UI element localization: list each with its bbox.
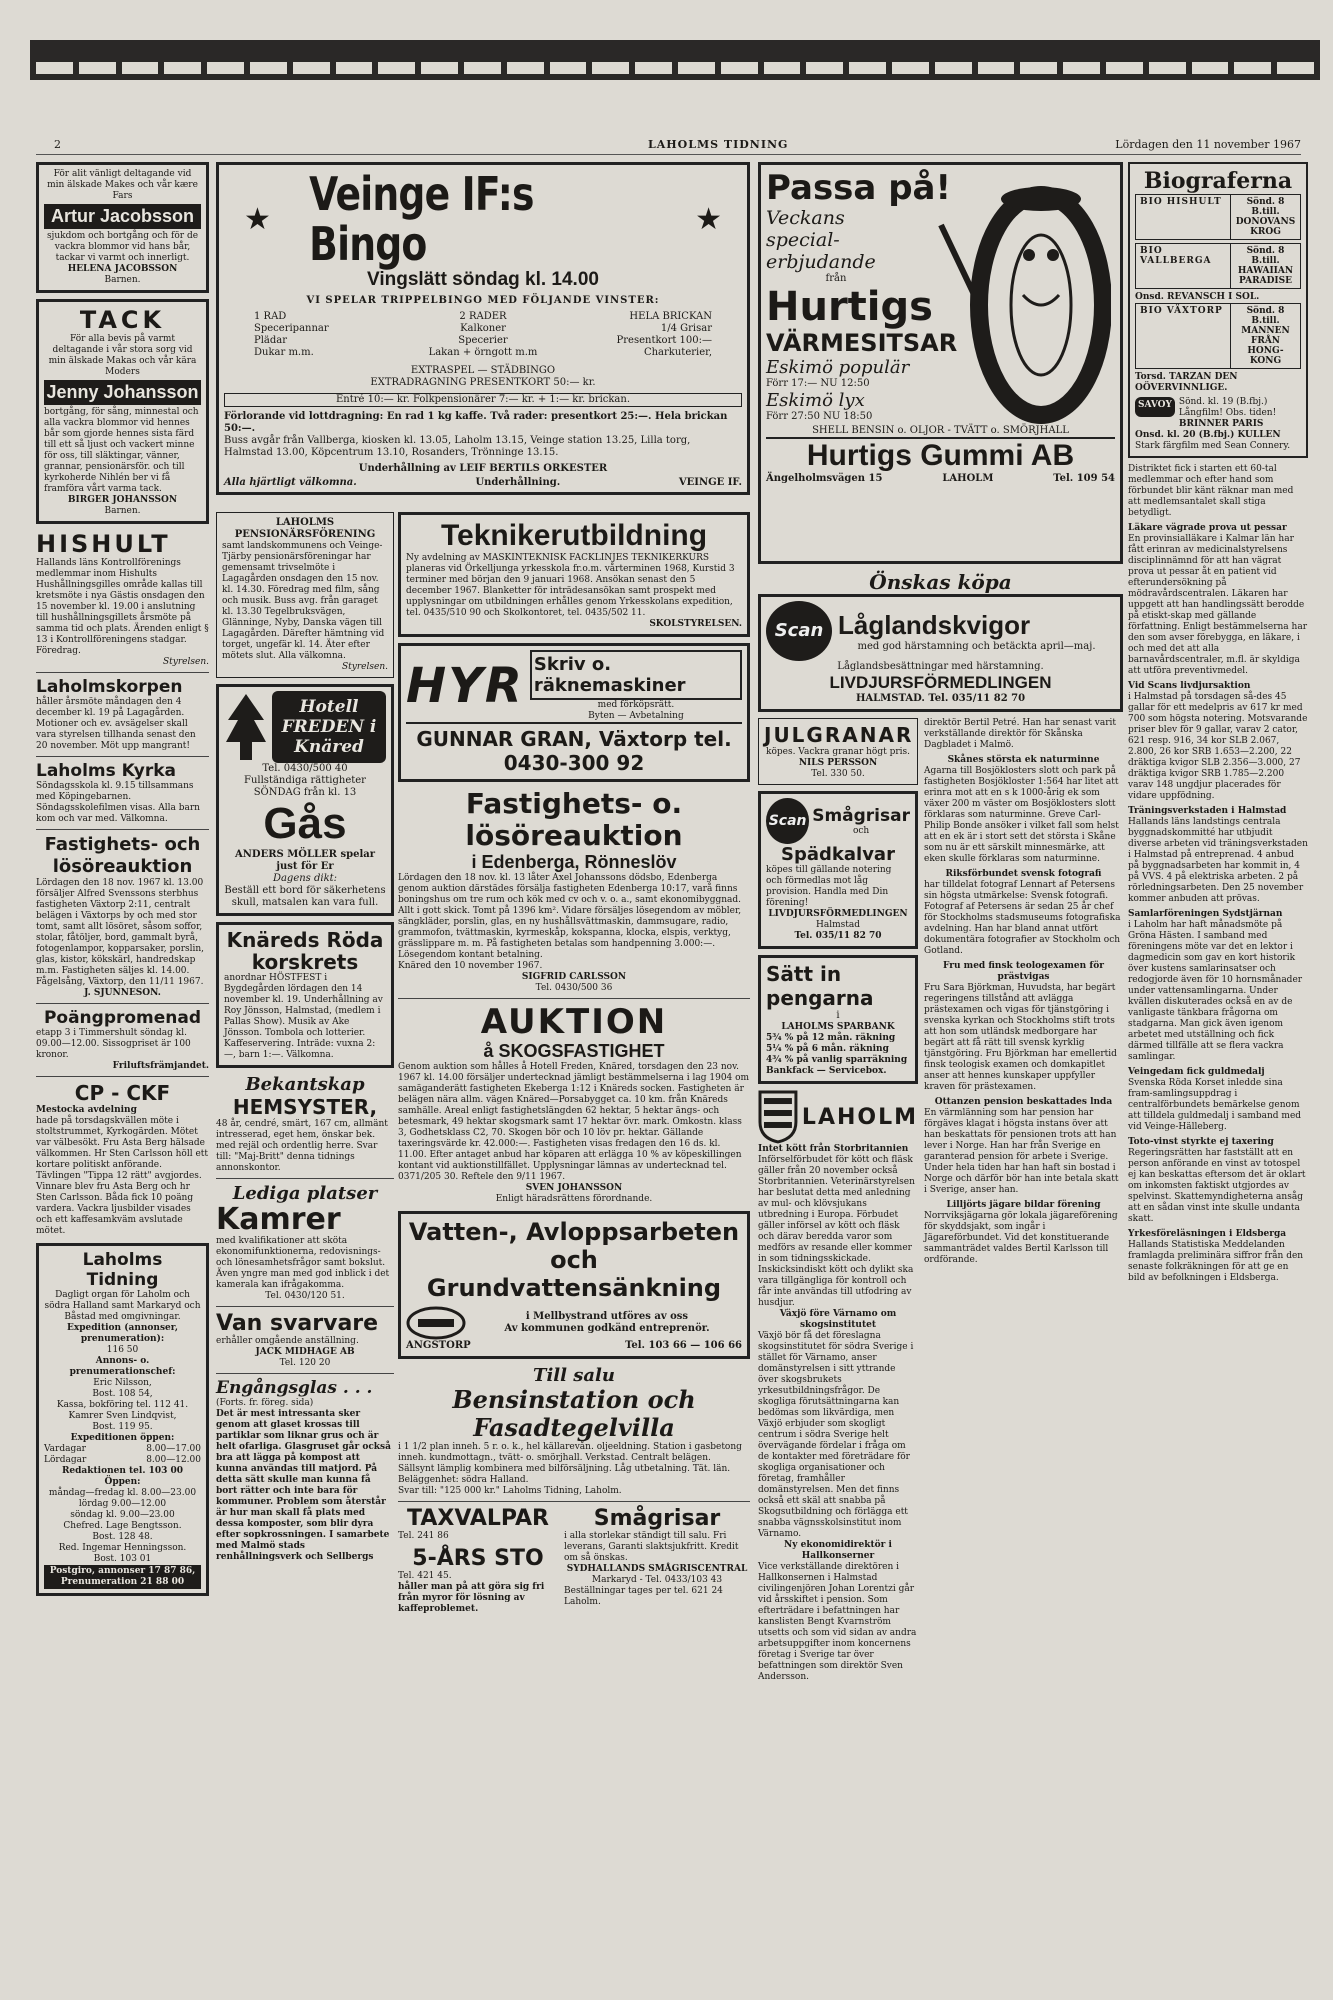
news-title: Veingedam fick guldmedalj — [1128, 1067, 1265, 1077]
lt-line: Bost. 128 48. — [92, 1532, 153, 1542]
thanks-intro: För alit vänligt deltagande vid min älskade Makes och vår kære Fars — [47, 169, 198, 201]
cpckf-title: CP - CKF — [74, 1081, 171, 1105]
bingo-org: VEINGE IF. — [678, 477, 742, 488]
lt-line: Kamrer Sven Lindqvist, — [68, 1411, 177, 1421]
sparbank-rate: 5¼ % på 6 mån. räkning — [766, 1044, 889, 1054]
hurtigs-item-1: Eskimö populär — [766, 357, 910, 378]
vatten-title: Vatten-, Avloppsarbeten och Grundvattensänkning — [408, 1218, 740, 1302]
lt-line: Bost. 119 95. — [92, 1422, 153, 1432]
vatten-company: ANGSTORP — [406, 1340, 471, 1351]
jobs-heading: Kamrer — [216, 1202, 341, 1237]
news-title: Lilljörts jägare bildar förening — [946, 1200, 1101, 1210]
skog-auction-sub: å SKOGSFASTIGHET — [483, 1041, 665, 1061]
tekn-title: Teknikerutbildning — [440, 519, 708, 552]
freden-tel: Tel. 0430/500 40 — [262, 763, 348, 774]
cinema-hishult — [1135, 194, 1301, 240]
vatten-ad — [398, 1211, 750, 1359]
hurtigs-city: LAHOLM — [942, 473, 994, 484]
top-scan-strip — [30, 40, 1320, 80]
kyrka-title: Laholms Kyrka — [36, 761, 176, 781]
svarvare-ad — [216, 1311, 394, 1369]
hishult-sign: Styrelsen. — [163, 657, 209, 667]
deceased-name: Artur Jacobsson — [44, 204, 201, 229]
news-title: Samlarföreningen Sydstjärnan — [1128, 909, 1283, 919]
column-4 — [758, 162, 1123, 1683]
englas-body: Det är mest intressanta sker genom att glaset krossas till partiklar som liknar grus och är helt ofarliga. Glasgruset går också bra att lägga på kompost att kunna användas till matjord. På detta sätt skulle man kunna få bort rätter och inte bara för kommuner. Problem som återstår är hur man skall få plats med dessa komposter, som blir dyra efter sopkrossningen. I samarbete med Malmö stads renhållningsverk och Sellbergs — [216, 1409, 391, 1562]
bingo-prize: 1 RAD — [254, 311, 287, 322]
bekant-ad — [216, 1074, 394, 1174]
korpen-body: håller årsmöte måndagen den 4 december kl. 19 på Lagagården. Motioner och ev. avsägelser skall vara styrelsen tillhanda senast den 20 november. Möt upp mangrant! — [36, 697, 196, 751]
column-1 — [36, 162, 209, 1602]
svarvare-company: JACK MIDHAGE AB — [255, 1347, 355, 1357]
bekant-heading: HEMSYSTER, — [232, 1095, 378, 1119]
smagrisar-kop-ad — [758, 791, 918, 949]
bingo-prize: Kalkoner — [460, 323, 506, 334]
cinema-time: Sönd. 8 B.till. — [1246, 246, 1285, 266]
poang-title: Poängpromenad — [43, 1008, 202, 1028]
smagr-tel: Tel. 035/11 82 70 — [794, 931, 882, 941]
laholm-crest — [758, 1090, 918, 1144]
freden-line: ANDERS MÖLLER spelar just för Er — [235, 849, 375, 872]
news-title: Fru med finsk teologexamen för prästvigas — [943, 961, 1104, 982]
englas-sub: (Forts. fr. föreg. sida) — [216, 1398, 314, 1408]
skog-auction-title: AUKTION — [480, 1002, 668, 1042]
news-body: Fru Sara Björkman, Huvudsta, har begärt regeringens tillstånd att avlägga prästexamen och vigas för tjänstgöring i svenska kyrkan och Stockholms stift trots att hon som utländsk medborgare har begärt att få rätt till svensk kyrklig tjänstgöring. Fru Björkman har emellertid finsk teologisk examen och domkapitlet anser att hennes kunskaper uppfyller kraven för prästexamen. — [924, 983, 1117, 1092]
page-header — [36, 138, 1301, 155]
myror-text: håller man på att göra sig fri från myror för lösning av kaffeproblemet. — [398, 1582, 545, 1614]
lagland-body: med god härstamning och betäckta april—maj. — [857, 640, 1096, 652]
news-title: Vid Scans livdjursaktion — [1128, 681, 1251, 691]
lt-line: lördag 9.00—12.00 — [78, 1499, 167, 1509]
bingo-entry: Entré 10:— kr. Folkpensionärer 7:— kr. + 1:— kr. brickan. — [224, 393, 742, 407]
star-icon: ★ — [695, 201, 722, 237]
news-title: Läkare vägrade prova ut pessar — [1128, 523, 1287, 533]
cinema-time: Sönd. 8 B.till. — [1246, 306, 1285, 326]
sparbank-name: LAHOLMS SPARBANK — [781, 1022, 895, 1032]
hurtigs-sub: Veckans special-erbjudande — [766, 207, 876, 273]
smagr-och: och — [852, 825, 870, 836]
column-2 — [216, 512, 394, 1563]
crest-icon — [758, 1090, 798, 1144]
bingo-sub: Vingslätt söndag kl. 14.00 — [367, 269, 599, 290]
tekn-sign: SKOLSTYRELSEN. — [649, 619, 742, 629]
freden-line: Fullständiga rättigheter — [244, 775, 366, 786]
cinema-extra: Onsd. REVANSCH I SOL. — [1135, 292, 1260, 302]
vatten-line: i Mellbystrand utföres av oss — [525, 1311, 689, 1322]
news-body: Regeringsrätten har fastställt att en person anförande en vinst av totospel ej kan beskattas eftersom det är oklart om inkomsten faktiskt utgjordes av spelvinst. Skattemyndigheterna ansåg att en sådan vinst inte skulle undanta skatt. — [1128, 1148, 1306, 1224]
lt-line: Red. Ingemar Henningsson. — [58, 1543, 187, 1553]
julgranar-name: NILS PERSSON — [798, 758, 878, 768]
skog-auction — [398, 1003, 750, 1205]
bingo-title: Veinge IF:s Bingo — [309, 167, 534, 271]
auction-sign: J. SJUNNESON. — [84, 988, 161, 998]
julgranar-body: köpes. Vackra granar högt pris. — [766, 747, 910, 757]
hyr-sub: med förköpsrätt. — [597, 700, 675, 710]
bingo-col-2 — [407, 311, 560, 359]
news-title: Toto-vinst styrkte ej taxering — [1128, 1137, 1274, 1147]
cinema-extra: Onsd. kl. 20 (B.fbj.) KULLEN — [1135, 430, 1281, 440]
lt-line: Expeditionen öppen: — [70, 1433, 175, 1443]
thanks-notice-2 — [36, 299, 209, 524]
bingo-prize: Presentkort 100:— — [616, 335, 712, 346]
lt-line: 8.00—17.00 — [146, 1444, 201, 1454]
korpen-notice — [36, 677, 209, 752]
for-sale-ad — [398, 1365, 750, 1497]
news-body: Agarna till Bosjöklosters slott och park på fastigheten Bosjökloster 1:564 har litet att erinra mot att en s k 1000-årig ek som växer 200 m väster om Bosjöklosters slott förklaras som naturminne. Greve Carl-Philip Bonde ansöker i vilket fall som helst att en ek är i stort sett det största i Skåne som nu är ett särskilt minnesmärke, att eken skulle förklaras som naturminne. — [924, 766, 1119, 864]
for-sale-title: Till salu — [533, 1365, 615, 1386]
poang-notice — [36, 1008, 209, 1072]
news-body: Distriktet fick i starten ett 60-tal medlemmar och efter hand som förbundet blir känt räknar man med att medlemsantalet skall stiga betydligt. — [1128, 464, 1294, 518]
hyr-ad — [398, 643, 750, 782]
lt-line: Bost. 103 01 — [93, 1554, 152, 1564]
taxvalpar-title: TAXVALPAR — [407, 1506, 549, 1531]
auction-notice-2 — [398, 788, 750, 994]
column-5 — [1128, 162, 1308, 1284]
lt-line: Bost. 108 54, — [92, 1389, 153, 1399]
onskas-heading: Önskas köpa — [869, 570, 1012, 594]
freden-gas: Gås — [263, 799, 347, 848]
savoy-logo: SAVOY — [1135, 397, 1175, 417]
svarvare-title: Van svarvare — [216, 1311, 379, 1336]
star-icon: ★ — [244, 201, 271, 237]
jobs-tel: Tel. 0430/120 51. — [265, 1291, 345, 1301]
hurtigs-item-2: Eskimö lyx — [766, 390, 865, 411]
smagrisar-order: Beställningar tages per tel. 621 24 Laholm. — [564, 1586, 723, 1607]
thanks-body: bortgång, för sång, minnestal och alla vackra blommor vid hennes bår som gjorde hennes sista färd till ett så ljust och vackert minne för oss, till släktingar, vänner, grannar, pensionärsför. och till kyrkoherde Nihlén ber vi få framföra vårt varma tack. — [44, 407, 199, 494]
auction-2-tel: Tel. 0430/500 36 — [535, 983, 613, 993]
cinema-box — [1128, 162, 1308, 458]
news-title: Ottanzen pension beskattades lnda — [934, 1097, 1113, 1107]
hurtigs-shell: SHELL BENSIN o. OLJOR - TVÄTT o. SMÖRJHALL — [812, 425, 1069, 436]
cinema-vaxtorp — [1135, 303, 1301, 369]
tekn-body: Ny avdelning av MASKINTEKNISK FACKLINJES TEKNIKERKURS planeras vid Örkelljunga yrkesskola fr.o.m. vårterminen 1968, Kurstid 3 terminer med början den 9 januari 1968. Ansökan senast den 5 december 1967. Blanketter för inträdesansökan samt prospekt med upplysningar om utbildningen erhålles genom Yrkesskolans expedition, tel. 0435/510 90 och Skolkontoret, tel. 0435/502 11. — [406, 553, 735, 618]
julgranar-ad — [758, 718, 918, 785]
sparbank-t3: i — [836, 1010, 840, 1021]
poang-sign: Friluftsfrämjandet. — [112, 1061, 209, 1071]
hyr-machines: Skriv o. räknemaskiner — [530, 650, 742, 700]
news-body: En provinsialläkare i Kalmar län har fått erinran av medicinalstyrelsens disciplinnämnd för att han vägrat prova ut pessar åt en patient vid efterundersökning på mödravårdscentralen. Läkaren har uppgett att han handlingssätt berodde på etiskt-skap med gällande författning. Enligt bestämmelserna har den som avser förebygga, en läkare, i och med det att alla barnavårdscentraler, m.fl. är skyldiga att utföra preventivmedel. — [1128, 534, 1307, 676]
smagrisar-title: Smågrisar — [593, 1506, 721, 1531]
pension-body: samt landskommunens och Veinge-Tjärby pensionärsföreningar har gemensamt trivselmöte i Lagagården onsdagen den 15 nov. kl. 14.30. Föredrag med film, sång och musik. Buss avg. från garaget kl. 13.30 Tegelbruksvägen, Glänninge, Nyby, Danska vägen till Lagagården. Därefter hämtning vid torget, ungefär kl. 14. Äter efter mötets slut. Alla välkomna. — [222, 541, 385, 661]
korpen-title: Laholmskorpen — [36, 677, 183, 697]
lt-line: Chefred. Lage Bengtsson. — [63, 1521, 182, 1531]
auction-notice-1 — [36, 834, 209, 999]
thanks-notice-1 — [36, 162, 209, 293]
cinema-name: BIO VÄXTORP — [1136, 304, 1231, 368]
sparbank-t2: pengarna — [766, 986, 874, 1010]
skog-auction-sign-2: Enligt häradsrättens förordnande. — [495, 1194, 653, 1204]
bingo-col-1 — [254, 311, 407, 359]
pension-notice — [216, 512, 394, 678]
news-body: i Halmstad på torsdagen så-des 45 gallar för ett medelpris av 617 kr med 700 som högsta notering. Motsvarande priser blev för 9 gallar, varav 2 cator, 621 resp. 916, 34 kor SLB 2.067, 2.800, 26 kor SRB 1.653—2.200, 22 dräktiga kvigor SLB 2.356—3.000, 27 dräktiga kvigor SRB 1.785—2.200 varav 148 ungdjur placerades för vidare uppfödning. — [1128, 692, 1308, 801]
thanks-signature-2: Barnen. — [104, 275, 141, 285]
englas-title: Engångsglas . . . — [216, 1378, 373, 1398]
smagrisar-body: i alla storlekar ständigt till salu. Fri leverans, Garanti slaktsjukfritt. Kredit om så önskas. — [564, 1531, 739, 1563]
news-meat — [758, 1144, 918, 1309]
cinema-time: Sönd. 8 B.till. — [1246, 197, 1285, 217]
vatten-line: Av kommunen godkänd entreprenör. — [504, 1323, 710, 1334]
hishult-notice — [36, 530, 209, 668]
lt-line: 8.00—12.00 — [146, 1455, 201, 1465]
bingo-prize: 2 RADER — [459, 311, 507, 322]
bekant-title: Bekantskap — [245, 1074, 365, 1095]
news-title: Träningsverkstaden i Halmstad — [1128, 806, 1287, 816]
julgranar-title: JULGRANAR — [764, 723, 914, 747]
cinema-film: HAWAIIAN PARADISE — [1237, 266, 1294, 286]
bingo-forl: Förlorande vid lottdragning: En rad 1 kg kaffe. Två rader: presentkort 25:—. Hela brickan 50:—. — [224, 411, 728, 434]
cinema-savoy — [1135, 397, 1301, 430]
hurtigs-product: VÄRMESITSAR — [766, 329, 958, 357]
hyr-word: HYR — [406, 658, 524, 714]
hishult-title: HISHULT — [36, 530, 171, 558]
englas-article — [216, 1378, 394, 1563]
news-body: En värmlänning som har pension har förgäves klagat i högsta instans över att han beskattats för pensionen trots att han lever i Norge. Han har från Sverige en garanterad pension för arbete i Sverige. Under hela tiden har han haft sin bostad i Norge och därför bör han inte betala skatt i Sverige, anser han. — [924, 1108, 1119, 1195]
cinema-title: Biograferna — [1143, 168, 1293, 194]
bingo-extra: EXTRASPEL — STÄDBINGO — [410, 365, 556, 376]
auction-2-title: Fastighets- o. lösöreauktion — [465, 787, 683, 852]
lagland-ad — [758, 594, 1123, 712]
cinema-film: MANNEN FRÅN HONG-KONG — [1241, 326, 1290, 366]
sto-title: 5-ÅRS STO — [412, 1546, 544, 1571]
sparbank-box: Bankfack — Servicebox. — [766, 1066, 887, 1076]
for-sale-heading: Bensinstation och Fasadtegelvilla — [452, 1385, 696, 1442]
thanks-signature: BIRGER JOHANSSON — [67, 495, 178, 505]
bingo-welcome: Alla hjärtligt välkomna. — [224, 477, 357, 488]
sparbank-t1: Sätt in — [766, 962, 842, 986]
bingo-prize: Dukar m.m. — [254, 347, 314, 358]
freden-line: Beställ ett bord för säkerhetens skull, matsalen kan vara full. — [224, 885, 386, 908]
thanks-title: TACK — [79, 306, 166, 334]
jobs-ad — [216, 1183, 394, 1302]
cinema-name: BIO VALLBERGA — [1136, 244, 1231, 288]
smagr-title-2: Spädkalvar — [781, 844, 895, 865]
tree-icon — [224, 692, 268, 762]
for-sale-reply: Svar till: "125 000 kr." Laholms Tidning, Laholm. — [398, 1486, 622, 1496]
lt-title: Laholms Tidning — [82, 1250, 163, 1290]
hurtigs-tel: Tel. 109 54 — [1053, 473, 1115, 484]
cinema-vallberga — [1135, 243, 1301, 289]
taxvalpar-tel: Tel. 241 86 — [398, 1531, 449, 1541]
cinema-extra: Stark färgfilm med Sean Connery. — [1135, 441, 1291, 451]
pension-sign: Styrelsen. — [342, 662, 388, 672]
freden-line: Dagens dikt: — [272, 873, 338, 884]
bingo-ad — [216, 162, 750, 501]
pension-title: LAHOLMS PENSIONÄRSFÖRENING — [234, 517, 376, 540]
lt-line: Expedition (annonser, prenumeration): — [67, 1323, 178, 1344]
news-vaxjo — [758, 1309, 918, 1540]
lt-sub: Dagligt organ för Laholm och södra Halland samt Markaryd och Båstad med omgivningar. — [44, 1290, 201, 1322]
poang-body: etapp 3 i Timmershult söndag kl. 09.00—12.00. Sissogpriset är 100 kronor. — [36, 1028, 191, 1060]
news-title: Yrkesföreläsningen i Eldsberga — [1128, 1229, 1287, 1239]
auction-title: Fastighets- och lösöreauktion — [44, 834, 201, 877]
auction-body: Lördagen den 18 nov. 1967 kl. 13.00 försäljer Alfred Svenssons sterbhus fastigheten Växtorp 2:11, centralt belägen i Växtorps by och med stor tomt, samt allt lösöret, såsom soffor, stolar, fåtöljer, bord, gammalt byrå, fotogenlampor, kopparsaker, porslin, glas, kistor, kökskärl, handredskap m.m. Fastigheten säljes kl. 14.00. Fågelsång, Växtorp, den 11/11 1967. — [36, 878, 205, 987]
tekn-ad — [398, 512, 750, 637]
scan-logo: Scan — [766, 601, 832, 661]
kyrka-body: Söndagsskola kl. 9.15 tillsammans med Köpingebarnen. Söndagsskolefilmen visas. Alla barn kom och var med. Välkomna. — [36, 781, 200, 824]
cpckf-sub: Mestocka avdelning — [36, 1105, 137, 1115]
news-body: har tilldelat fotograf Lennart af Petersens sin högsta utmärkelse: Svensk fotografi. Fotograf af Petersens är sedan 25 år chef för Stockholms stadsmuseums fotografiska avdelning. Han har bland annat utfört dokumentära fotografier av Stockholm och Gotland. — [924, 880, 1121, 956]
bingo-extra-2: EXTRADRAGNING PRESENTKORT 50:— kr. — [370, 377, 596, 388]
smagr-company: LIVDJURSFÖRMEDLINGEN — [768, 909, 908, 919]
hurtigs-addr: Ängelholmsvägen 15 — [766, 473, 883, 484]
vatten-tel: Tel. 103 66 — 106 66 — [625, 1340, 742, 1351]
bingo-prize: Charkuterier, — [643, 347, 712, 358]
lt-line: måndag—fredag kl. 8.00—23.00 — [48, 1488, 197, 1498]
cinema-name: BIO HISHULT — [1136, 195, 1231, 239]
lagland-title: Låglandskvigor — [838, 609, 1031, 640]
jobs-body: med kvalifikationer att sköta ekonomifunktionerna, redovisnings- och lönesamhetsfrågor samt bokslut. Även yngre man med god inblick i det kamerala kan ifrågakomma. — [216, 1236, 390, 1290]
hurtigs-price-2: Förr 27:50 NU 18:50 — [766, 411, 873, 422]
laholm-word: LAHOLM — [801, 1104, 918, 1130]
thanks-signature: HELENA JACOBSSON — [67, 264, 178, 274]
smagrisar-ad — [564, 1506, 750, 1615]
auction-2-date: Knäred den 10 november 1967. — [398, 961, 543, 971]
hyr-sub-2: Byten — Avbetalning — [588, 711, 684, 721]
lt-postgiro: Postgiro, annonser 17 87 86, Prenumeration 21 88 00 — [44, 1565, 201, 1589]
column-3 — [398, 512, 750, 1615]
smagrisar-addr: Markaryd - Tel. 0433/103 43 — [591, 1575, 723, 1585]
news-body: Svenska Röda Korset inledde sina fram-samlingsuppdrag i centralförbundets bemärkelse genom att tilldela guldmedalj i samband med vid Veinge-Hälleberg. — [1128, 1078, 1302, 1132]
sparbank-ad — [758, 955, 918, 1084]
cinema-time: Sönd. kl. 19 (B.fbj.) Långfilm! Obs. tiden! — [1178, 397, 1277, 418]
hurtigs-company: Hurtigs Gummi AB — [766, 437, 1115, 473]
redcross-ad — [216, 922, 394, 1068]
deceased-name: Jenny Johansson — [44, 380, 201, 405]
lt-line: Annons- o. prenumerationschef: — [69, 1356, 176, 1377]
smagr-body: köpes till gällande notering och förmedlas mot låg provision. Handla med Din förening! — [766, 865, 892, 908]
cinema-extra: Torsd. TARZAN DEN OÖVERVINNLIGE. — [1135, 372, 1238, 393]
bingo-und: Underhållning. — [475, 477, 561, 488]
julgranar-tel: Tel. 330 50. — [811, 769, 865, 779]
lt-line: 116 50 — [106, 1345, 139, 1355]
bingo-bus: Buss avgår från Vallberga, kiosken kl. 13.05, Laholm 13.15, Veinge station 13.25, Lilla torg, Halmstad 13.00, Köpcentrum 13.10, Rosanders, Trönninge 13.15. — [224, 435, 691, 458]
sparbank-rate: 4¾ % på vanlig sparräkning — [766, 1055, 908, 1065]
news-body: Hallands läns landstings centrala byggnadskommitté har utbjudit diverse arbeten vid träningsverkstaden i Halmstad på entreprenad. 4 anbud på byggnadsarbeten har kommit in, 4 på VVS. 4 på elektriska arbeten. 2 på rörledningsarbeten. Den 25 november kommer anbuden att prövas. — [1128, 817, 1308, 904]
bekant-body: 48 år, cendré, smärt, 167 cm, allmänt intresserad, eget hem, önskar bek. med rejäl och ordentlig herre. Svar till: "Maj-Britt" denna tidnings annonskontor. — [216, 1119, 388, 1173]
redcross-title: Knäreds Röda korskrets — [226, 928, 384, 974]
for-sale-body: i 1 1/2 plan inneh. 5 r. o. k., hel källarevån. oljeeldning. Station i gasbetong inneh. kundmottagn., tvätt- o. smörjhall. Verkstad. Centralt belägen. Sällsynt lämplig kombinera med bilförsäljning. Låg utbetalning. Tät. län. Beläggenhet: södra Halland. — [398, 1442, 742, 1485]
news-title: Växjö före Värnamo om skogsinstitutet — [779, 1309, 897, 1330]
paper-name: LAHOLMS TIDNING — [648, 138, 789, 151]
news-body: Införselförbudet för kött och fläsk gäller från 20 november också Storbritannien. Veterinärstyrelsen har beslutat detta med anledning av mul- och klövsjukans utbredning i Europa. Förbudet gäller införsel av kött och fläsk och därav beredda varor som medförs av resande eller kommer in som tidningsskickade. Inskicksindiskt kött och dylikt ska vara tillgängliga för kontroll och får inte användas till utfodring av husdjur. — [758, 1155, 915, 1308]
tire-mascot-icon — [931, 185, 1111, 435]
kyrka-notice — [36, 761, 209, 825]
lt-line: söndag kl. 9.00—23.00 — [70, 1510, 175, 1520]
bingo-prize: Speceripannar — [254, 323, 329, 334]
lt-line: Vardagar — [44, 1444, 86, 1454]
smagr-title: Smågrisar — [812, 805, 910, 826]
smagrisar-company: SYDHALLANDS SMÅGRISCENTRAL — [566, 1564, 748, 1574]
cinema-film: DONOVANS KROG — [1235, 217, 1296, 237]
news-body: Norrviksjägarna gör lokala jägareförening för skyddsjakt, som ingår i Jägareförbundet. Vid det konstituerande sammanträdet valdes Bertil Karlsson till ordförande. — [924, 1211, 1118, 1265]
redcross-body: anordnar HÖSTFEST i Bygdegården lördagen den 14 november kl. 19. Underhållning av Roy Jönsson, Halmstad, (medlem i Pallas Show). Musik av Ake Jönsson. Tombola och lotterier. Kaffeservering. Inträde: vuxna 2:—, barn 1:—. Välkomna. — [224, 973, 383, 1060]
news-hall — [758, 1540, 918, 1683]
hurtigs-ad — [758, 162, 1123, 564]
hyr-gunnar: GUNNAR GRAN, Växtorp tel. 0430-300 92 — [406, 722, 742, 775]
news-title: Skånes största ek naturminne — [947, 755, 1100, 765]
lagland-addr: HALMSTAD. Tel. 035/11 82 70 — [855, 693, 1026, 704]
freden-line: SÖNDAG från kl. 13 — [253, 787, 357, 798]
masthead-info-box — [36, 1243, 209, 1596]
small-ads-left — [398, 1506, 558, 1615]
issue-date: Lördagen den 11 november 1967 — [1115, 138, 1301, 151]
auction-2-body: Lördagen den 18 nov. kl. 13 låter Axel Johanssons dödsbo, Edenberga genom auktion därstädes försälja fastigheten Edenberga 10:17, varå finns boningshus om tre rum och kök med cv och v. o. a., samt ekonomibyggnad. Allt i gott skick. Tomt på 1396 km². Vidare försäljes lösegendom av möbler, sängkläder, porslin, glas, en ny hushållsvättmaskin, dammsugare, radio, grammofon, tvättmaskin, kyrmeskåp, kokspanna, klocka, elspis, verktyg, grässlippare m. m. På fastigheten betalas som handpenning 3.000:—. Lösegendom kontant betalning. — [398, 873, 742, 960]
lagland-company: LIVDJURSFÖRMEDLINGEN — [829, 673, 1052, 692]
news-body: Hallands Statistiska Meddelanden framlagda preliminära siffror från den senaste folkräkningen för att ge en bild av befolkningen i Eldsberga. — [1128, 1240, 1304, 1283]
news-title: Ny ekonomidirektör i Hallkonserner — [784, 1540, 892, 1561]
cinema-film: BRINNER PARIS — [1178, 419, 1264, 429]
cpckf-body: hade på torsdagskvällen möte i stoltstrummet, Kyrkogärden. Mötet var välbesökt. Fru Asta Berg hälsade välkommen. Hr Sten Carlsson höll ett kortare politiskt anförande. Tävlingen "Tippa 12 rätt" avgjordes. Vinnare blev fru Asta Berg och hr Sten Carlsson. Båda fick 10 poäng vardera. Vackra ljusbilder visades och ett kaffesamkväm avslutade mötet. — [36, 1116, 209, 1236]
hishult-body: Hallands läns Kontrollförenings medlemmar inom Hishults Hushållningsgilles område kallas till kretsmöte i nya Gästis onsdagen den 15 november kl. 19.00 i anslutning till hushållningsgillets årsmöte på samma tid och plats. Ärenden enligt § 13 i Kontrollföreningens stadgar. Föredrag. — [36, 558, 209, 656]
company-badge-icon — [406, 1306, 466, 1340]
lt-line: Eric Nilsson, — [93, 1378, 152, 1388]
bingo-prize: HELA BRICKAN — [629, 311, 712, 322]
bingo-prize: Lakan + örngott m.m — [428, 347, 538, 358]
lt-line: Öppen: — [104, 1477, 141, 1487]
bingo-col-3 — [559, 311, 712, 359]
lagland-line: Låglandsbesättningar med härstamning. — [837, 661, 1044, 672]
bingo-prize: 1/4 Grisar — [660, 323, 712, 334]
hurtigs-name: Hurtigs — [766, 284, 933, 330]
svarvare-tel: Tel. 120 20 — [279, 1358, 331, 1368]
auction-2-sign: SIGFRID CARLSSON — [521, 972, 627, 982]
smagr-city: Halmstad — [816, 920, 860, 930]
hurtigs-price-1: Förr 17:— NU 12:50 — [766, 378, 870, 389]
news-continued: direktör Bertil Petré. Han har senast varit verkställande direktör för Skånska Dagbladet i Malmö. — [924, 718, 1116, 750]
thanks-signature-2: Barnen. — [104, 506, 141, 516]
bingo-prize: Plädar — [254, 335, 288, 346]
news-body: Växjö bör få det föreslagna skogsinstitutet för södra Sverige i stället för Värnamo, anser domänstyrelsen i sitt yttrande över skogsbrukets yrkesutbildningsfrågor. De skogliga förutsättningarna kan bedömas som likvärdiga, men Växjö erbjuder som skogligt centrum i södra Sverige helt övervägande fördelar i fråga om de kontakter med företrädare för skogliga organisationer och företag, framhåller domänstyrelsen. Men det finns också ett skäl att snabba på Skogsutbildning och förlägga ett snabba vägnsskolsinstitut inom Värnamo. — [758, 1331, 914, 1539]
jobs-title: Lediga platser — [232, 1183, 378, 1204]
news-title: Riksförbundet svensk fotografi — [945, 869, 1102, 879]
lt-line: Kassa, bokföring tel. 112 41. — [56, 1400, 189, 1410]
bingo-music: Underhållning av LEIF BERTILS ORKESTER — [358, 463, 608, 474]
sto-tel: Tel. 421 45. — [398, 1571, 452, 1581]
news-title: Intet kött från Storbritannien — [758, 1144, 909, 1154]
cpckf-notice — [36, 1081, 209, 1237]
thanks-body: sjukdom och bortgång och för de vackra blommor vid hans bår, tackar vi varmt och innerligt. — [46, 231, 199, 263]
bingo-prize: Specerier — [458, 335, 508, 346]
freden-ad — [216, 684, 394, 916]
bingo-line: VI SPELAR TRIPPELBINGO MED FÖLJANDE VINSTER: — [306, 295, 660, 306]
page-number: 2 — [54, 138, 61, 151]
lt-line: Redaktionen tel. 103 00 — [61, 1466, 184, 1476]
hurtigs-title: Passa på! — [766, 168, 951, 208]
auction-2-sub: i Edenberga, Rönneslöv — [471, 852, 677, 872]
skog-auction-sign: SVEN JOHANSSON — [525, 1183, 623, 1193]
news-body: i Laholm har haft månadsmöte på Gröna Hästen. I samband med föreningens möte var det en lektor i dagmedicin som gav en kort historik över kustens samlarinsatser och redogjorde även för 10 hornsmånader under vattensamlingarna. Under kvällen diskuterades också en av de vanligaste tänkbara frågorna om stadgarna. Man gick även igenom arbetet med utställning och fick därmed tillfälle att se flera vackra samlingar. — [1128, 920, 1303, 1062]
sparbank-rate: 5¾ % på 12 mån. räkning — [766, 1033, 896, 1043]
lt-line: Lördagar — [44, 1455, 87, 1465]
svarvare-body: erhåller omgående anställning. — [216, 1336, 359, 1346]
news-body: Vice verkställande direktören i Hallkonsernen i Halmstad civilingenjören Johan Lorentzi går vid årsskiftet i pension. Som efterträdare i befattningen har kanslisten Bengt Kvarnström utsetts och som vid sidan av andra arbetsuppgifter inom koncernens företag i Sverige tar över befattningen som direktör Sven Andersson. — [758, 1562, 917, 1682]
freden-logo: Hotell FREDEN i Knäred — [272, 691, 386, 763]
scan-logo: Scan — [766, 798, 809, 844]
skog-auction-body: Genom auktion som hålles å Hotell Freden, Knäred, torsdagen den 23 nov. 1967 kl. 14.00 försäljer undertecknad jämligt bestämmelserna i lag 1904 om samäganderätt fastigheten Ekeberga 1:12 i Knäreds socken. Fastigheten är belägen nära allm. vägen Knäred—Porsabygget ca. 10 km. från Knäreds samhälle. Areal enligt fastighetslängden 62 hektar, 5 hektar ängs- och betesmark, 49 hektar skogsmark samt 17 hektar övr. mark. Omkostn. klass 3, Godhetsklass C2, 70. Skogen bör och 10 löv pr. hektar. Gällande taxeringsvärde kr. 42.000:—. Fastigheten visas fredagen den 16 ds. kl. 11.00. Efter antaget anbud har köparen att erlägga 10 % av köpeskillingen kontant vid auktionstillfället. Upplysningar lämnas av undertecknad tel. 0371/205 30. Reftele den 9/11 1967. — [398, 1062, 750, 1182]
hurtigs-from: från — [825, 273, 847, 284]
thanks-intro: För alla bevis på varmt deltagande i vår stora sorg vid min älskade Makas och vår kära Moders — [48, 334, 197, 377]
